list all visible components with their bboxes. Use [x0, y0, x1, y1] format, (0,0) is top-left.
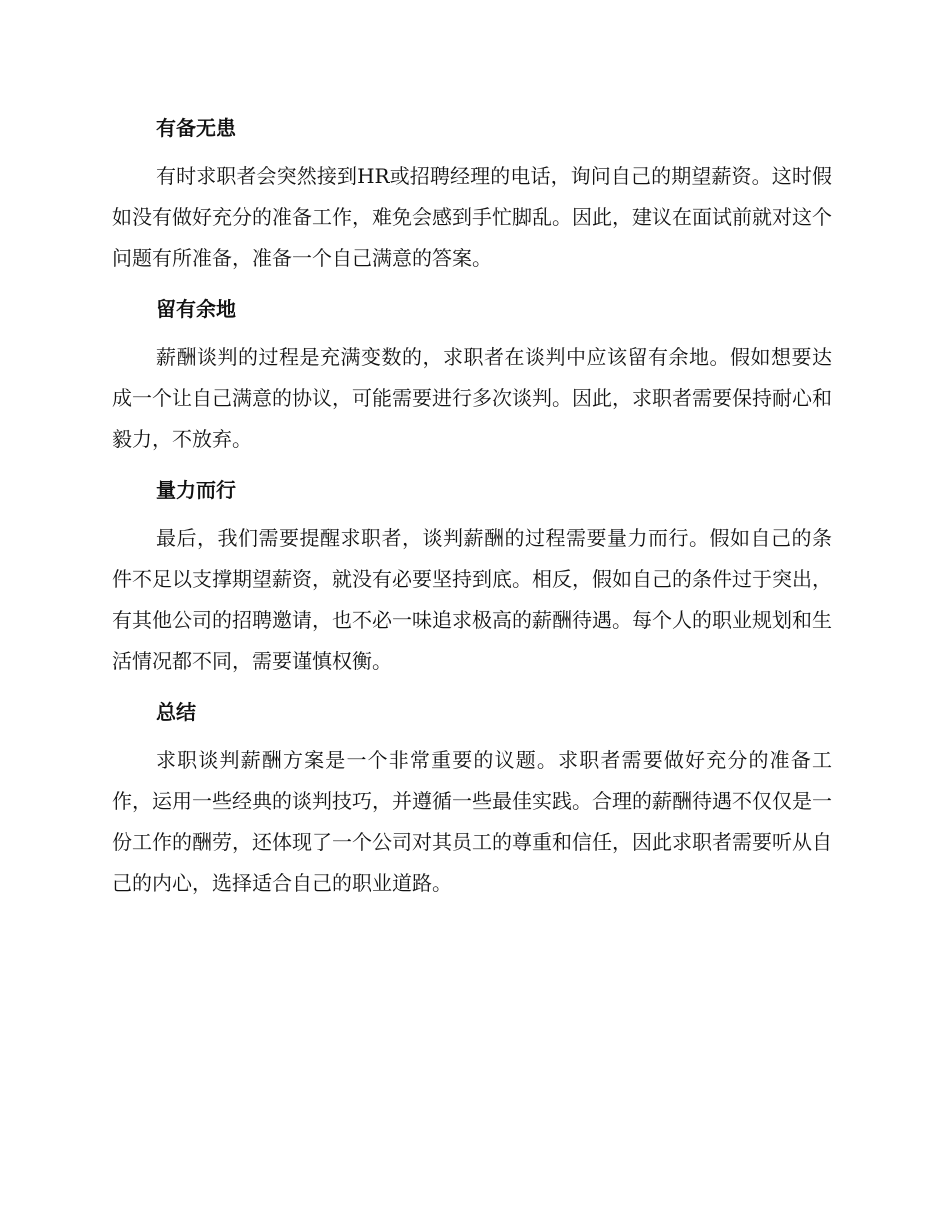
document-body: [112, 108, 832, 914]
section-summary: [112, 692, 832, 904]
section-heading: 量力而行: [156, 478, 236, 502]
section-paragraph: 薪酬谈判的过程是充满变数的，求职者在谈判中应该留有余地。假如想要达成一个让自己满意的协议，可能需要进行多次谈判。因此，求职者需要保持耐心和毅力，不放弃。: [112, 345, 832, 451]
section-heading: 总结: [156, 700, 196, 724]
section-preparation: [112, 108, 832, 279]
section-paragraph: 有时求职者会突然接到HR或招聘经理的电话，询问自己的期望薪资。这时假如没有做好充分的准备工作，难免会感到手忙脚乱。因此，建议在面试前就对这个问题有所准备，准备一个自己满意的答案。: [112, 164, 832, 270]
section-paragraph: 求职谈判薪酬方案是一个非常重要的议题。求职者需要做好充分的准备工作，运用一些经典的谈判技巧，并遵循一些最佳实践。合理的薪酬待遇不仅仅是一份工作的酬劳，还体现了一个公司对其员工的尊重和信任，因此求职者需要听从自己的内心，选择适合自己的职业道路。: [112, 748, 832, 895]
section-leave-room: [112, 289, 832, 460]
section-paragraph: 最后，我们需要提醒求职者，谈判薪酬的过程需要量力而行。假如自己的条件不足以支撑期望薪资，就没有必要坚持到底。相反，假如自己的条件过于突出，有其他公司的招聘邀请，也不必一味追求极高的薪酬待遇。每个人的职业规划和生活情况都不同，需要谨慎权衡。: [112, 526, 832, 673]
section-heading: 留有余地: [156, 297, 236, 321]
section-heading: 有备无患: [156, 116, 236, 140]
section-within-means: [112, 470, 832, 682]
